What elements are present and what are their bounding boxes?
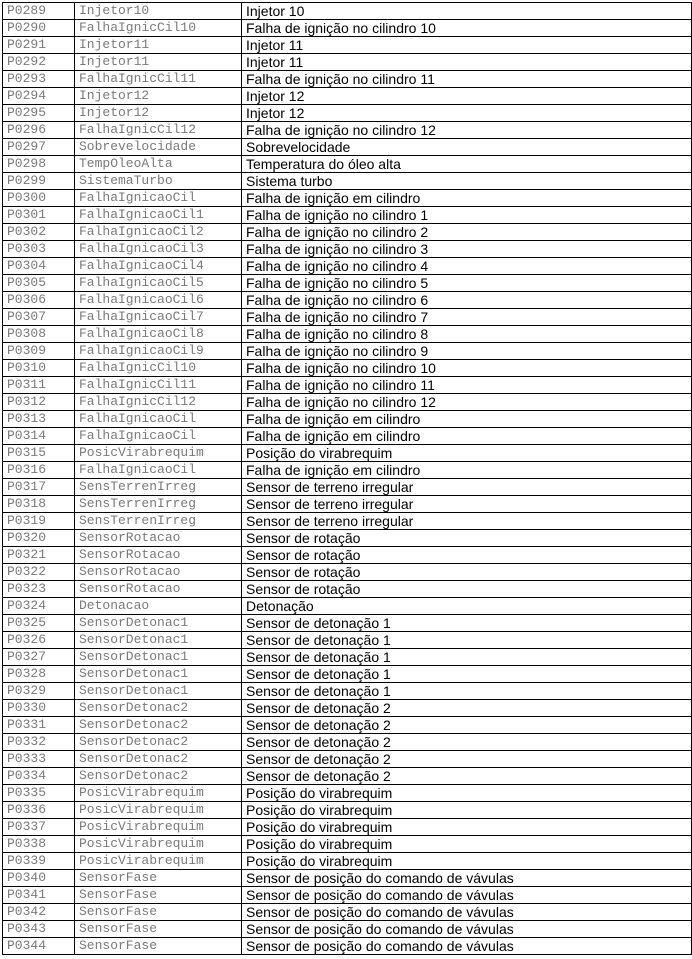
table-row [3, 37, 692, 54]
fault-description: Sensor de detonação 2 [242, 717, 692, 734]
fault-code: P0331 [3, 717, 75, 734]
fault-description: Falha de ignição no cilindro 4 [242, 258, 692, 275]
fault-code: P0337 [3, 819, 75, 836]
fault-identifier: SensorFase [75, 904, 242, 921]
fault-identifier: Injetor12 [75, 88, 242, 105]
fault-code: P0297 [3, 139, 75, 156]
table-row [3, 343, 692, 360]
fault-code: P0292 [3, 54, 75, 71]
fault-code: P0327 [3, 649, 75, 666]
table-row [3, 887, 692, 904]
fault-identifier: FalhaIgnicaoCil7 [75, 309, 242, 326]
fault-description: Detonação [242, 598, 692, 615]
fault-identifier: SensorRotacao [75, 547, 242, 564]
table-row [3, 513, 692, 530]
fault-code: P0308 [3, 326, 75, 343]
table-row [3, 462, 692, 479]
fault-code: P0334 [3, 768, 75, 785]
fault-identifier: FalhaIgnicCil10 [75, 360, 242, 377]
table-row [3, 394, 692, 411]
fault-identifier: SensorDetonac1 [75, 632, 242, 649]
fault-code: P0289 [3, 3, 75, 20]
fault-identifier: PosicVirabrequim [75, 785, 242, 802]
fault-description: Posição do virabrequim [242, 853, 692, 870]
fault-code: P0293 [3, 71, 75, 88]
fault-identifier: SensorDetonac1 [75, 649, 242, 666]
fault-identifier: FalhaIgnicaoCil4 [75, 258, 242, 275]
table-row [3, 20, 692, 37]
fault-code: P0344 [3, 938, 75, 955]
fault-identifier: TempOleoAlta [75, 156, 242, 173]
fault-identifier: Injetor11 [75, 37, 242, 54]
fault-identifier: FalhaIgnicaoCil [75, 411, 242, 428]
fault-description: Falha de ignição no cilindro 3 [242, 241, 692, 258]
fault-identifier: SensorDetonac2 [75, 734, 242, 751]
fault-identifier: Detonacao [75, 598, 242, 615]
fault-description: Sensor de detonação 1 [242, 666, 692, 683]
fault-identifier: SensTerrenIrreg [75, 513, 242, 530]
fault-identifier: SensorDetonac2 [75, 717, 242, 734]
table-row [3, 836, 692, 853]
fault-code: P0299 [3, 173, 75, 190]
fault-identifier: SensorDetonac2 [75, 700, 242, 717]
table-row [3, 853, 692, 870]
table-row [3, 700, 692, 717]
fault-code: P0304 [3, 258, 75, 275]
fault-code: P0290 [3, 20, 75, 37]
fault-identifier: FalhaIgnicaoCil8 [75, 326, 242, 343]
fault-description: Sensor de rotação [242, 547, 692, 564]
fault-identifier: SensorRotacao [75, 564, 242, 581]
fault-description: Sensor de terreno irregular [242, 513, 692, 530]
fault-identifier: FalhaIgnicaoCil [75, 462, 242, 479]
table-row [3, 224, 692, 241]
table-row [3, 105, 692, 122]
fault-identifier: SensorDetonac2 [75, 768, 242, 785]
fault-description: Falha de ignição no cilindro 11 [242, 71, 692, 88]
fault-description: Sensor de detonação 2 [242, 734, 692, 751]
fault-description: Falha de ignição no cilindro 10 [242, 360, 692, 377]
fault-description: Injetor 11 [242, 54, 692, 71]
fault-description: Falha de ignição em cilindro [242, 428, 692, 445]
fault-identifier: FalhaIgnicaoCil3 [75, 241, 242, 258]
fault-code: P0316 [3, 462, 75, 479]
fault-description: Posição do virabrequim [242, 802, 692, 819]
fault-identifier: SensorFase [75, 870, 242, 887]
fault-description: Sensor de posição do comando de vávulas [242, 870, 692, 887]
fault-code: P0309 [3, 343, 75, 360]
fault-description: Injetor 11 [242, 37, 692, 54]
fault-description: Falha de ignição em cilindro [242, 190, 692, 207]
table-row [3, 360, 692, 377]
fault-description: Sensor de rotação [242, 581, 692, 598]
fault-description: Posição do virabrequim [242, 819, 692, 836]
fault-code: P0305 [3, 275, 75, 292]
fault-description: Falha de ignição no cilindro 10 [242, 20, 692, 37]
fault-identifier: FalhaIgnicaoCil2 [75, 224, 242, 241]
fault-identifier: SensTerrenIrreg [75, 496, 242, 513]
table-row [3, 751, 692, 768]
fault-code: P0319 [3, 513, 75, 530]
fault-description: Sensor de posição do comando de vávulas [242, 904, 692, 921]
fault-description: Injetor 12 [242, 105, 692, 122]
fault-description: Sensor de terreno irregular [242, 496, 692, 513]
fault-code: P0318 [3, 496, 75, 513]
table-row [3, 258, 692, 275]
fault-code: P0339 [3, 853, 75, 870]
fault-identifier: Injetor12 [75, 105, 242, 122]
fault-description: Sensor de detonação 1 [242, 649, 692, 666]
table-row [3, 717, 692, 734]
fault-code: P0328 [3, 666, 75, 683]
fault-code: P0310 [3, 360, 75, 377]
fault-description: Falha de ignição no cilindro 5 [242, 275, 692, 292]
fault-description: Falha de ignição no cilindro 11 [242, 377, 692, 394]
fault-code: P0341 [3, 887, 75, 904]
fault-code-rows [3, 3, 692, 955]
fault-identifier: SensorDetonac1 [75, 666, 242, 683]
table-row [3, 768, 692, 785]
table-row [3, 71, 692, 88]
fault-identifier: Sobrevelocidade [75, 139, 242, 156]
fault-description: Sensor de detonação 2 [242, 751, 692, 768]
fault-code: P0329 [3, 683, 75, 700]
fault-code: P0322 [3, 564, 75, 581]
fault-description: Sensor de detonação 2 [242, 768, 692, 785]
fault-description: Sensor de rotação [242, 530, 692, 547]
fault-identifier: FalhaIgnicCil11 [75, 377, 242, 394]
fault-code: P0320 [3, 530, 75, 547]
fault-description: Sensor de posição do comando de vávulas [242, 887, 692, 904]
table-row [3, 428, 692, 445]
table-row [3, 292, 692, 309]
fault-identifier: FalhaIgnicaoCil [75, 428, 242, 445]
table-row [3, 666, 692, 683]
table-row [3, 241, 692, 258]
fault-code: P0321 [3, 547, 75, 564]
fault-code: P0296 [3, 122, 75, 139]
table-row [3, 54, 692, 71]
table-row [3, 632, 692, 649]
fault-description: Sensor de detonação 1 [242, 683, 692, 700]
fault-code: P0295 [3, 105, 75, 122]
fault-identifier: FalhaIgnicaoCil [75, 190, 242, 207]
fault-code: P0336 [3, 802, 75, 819]
table-row [3, 921, 692, 938]
fault-description: Posição do virabrequim [242, 445, 692, 462]
fault-description: Falha de ignição em cilindro [242, 411, 692, 428]
fault-code: P0291 [3, 37, 75, 54]
table-row [3, 309, 692, 326]
fault-description: Sensor de posição do comando de vávulas [242, 938, 692, 955]
fault-code: P0335 [3, 785, 75, 802]
fault-identifier: FalhaIgnicaoCil5 [75, 275, 242, 292]
table-row [3, 598, 692, 615]
fault-description: Sistema turbo [242, 173, 692, 190]
table-row [3, 411, 692, 428]
fault-description: Injetor 10 [242, 3, 692, 20]
table-row [3, 734, 692, 751]
table-row [3, 904, 692, 921]
fault-description: Falha de ignição no cilindro 12 [242, 122, 692, 139]
fault-description: Falha de ignição no cilindro 9 [242, 343, 692, 360]
fault-identifier: FalhaIgnicaoCil1 [75, 207, 242, 224]
fault-code-table [2, 2, 692, 955]
table-row [3, 88, 692, 105]
fault-description: Falha de ignição no cilindro 1 [242, 207, 692, 224]
fault-code: P0303 [3, 241, 75, 258]
fault-identifier: FalhaIgnicCil10 [75, 20, 242, 37]
table-row [3, 615, 692, 632]
fault-identifier: SensorDetonac1 [75, 683, 242, 700]
table-row [3, 581, 692, 598]
fault-code: P0333 [3, 751, 75, 768]
table-row [3, 547, 692, 564]
fault-code: P0307 [3, 309, 75, 326]
fault-description: Temperatura do óleo alta [242, 156, 692, 173]
fault-code: P0325 [3, 615, 75, 632]
table-row [3, 530, 692, 547]
fault-description: Sobrevelocidade [242, 139, 692, 156]
fault-code: P0311 [3, 377, 75, 394]
fault-identifier: PosicVirabrequim [75, 853, 242, 870]
fault-description: Sensor de detonação 1 [242, 632, 692, 649]
fault-code: P0302 [3, 224, 75, 241]
table-row [3, 802, 692, 819]
fault-description: Falha de ignição no cilindro 7 [242, 309, 692, 326]
fault-identifier: SensorRotacao [75, 530, 242, 547]
fault-description: Injetor 12 [242, 88, 692, 105]
fault-code: P0330 [3, 700, 75, 717]
table-row [3, 445, 692, 462]
table-row [3, 173, 692, 190]
table-row [3, 564, 692, 581]
fault-code: P0300 [3, 190, 75, 207]
fault-identifier: SensTerrenIrreg [75, 479, 242, 496]
fault-description: Posição do virabrequim [242, 836, 692, 853]
table-row [3, 785, 692, 802]
fault-identifier: PosicVirabrequim [75, 836, 242, 853]
fault-identifier: Injetor11 [75, 54, 242, 71]
fault-identifier: SensorDetonac2 [75, 751, 242, 768]
fault-code: P0317 [3, 479, 75, 496]
fault-code: P0313 [3, 411, 75, 428]
fault-code: P0301 [3, 207, 75, 224]
table-row [3, 122, 692, 139]
fault-identifier: FalhaIgnicCil12 [75, 122, 242, 139]
fault-description: Falha de ignição no cilindro 2 [242, 224, 692, 241]
fault-code: P0298 [3, 156, 75, 173]
fault-code: P0343 [3, 921, 75, 938]
fault-description: Falha de ignição em cilindro [242, 462, 692, 479]
table-row [3, 139, 692, 156]
fault-description: Falha de ignição no cilindro 12 [242, 394, 692, 411]
fault-code: P0306 [3, 292, 75, 309]
fault-code: P0323 [3, 581, 75, 598]
fault-code: P0314 [3, 428, 75, 445]
fault-identifier: FalhaIgnicCil11 [75, 71, 242, 88]
fault-identifier: SensorDetonac1 [75, 615, 242, 632]
fault-description: Falha de ignição no cilindro 8 [242, 326, 692, 343]
fault-description: Posição do virabrequim [242, 785, 692, 802]
fault-identifier: FalhaIgnicaoCil6 [75, 292, 242, 309]
fault-code: P0324 [3, 598, 75, 615]
fault-code: P0340 [3, 870, 75, 887]
table-row [3, 819, 692, 836]
fault-description: Sensor de detonação 2 [242, 700, 692, 717]
table-row [3, 479, 692, 496]
table-row [3, 683, 692, 700]
fault-identifier: SensorFase [75, 887, 242, 904]
fault-identifier: SensorFase [75, 938, 242, 955]
fault-code: P0315 [3, 445, 75, 462]
table-row [3, 3, 692, 20]
table-row [3, 190, 692, 207]
fault-code: P0326 [3, 632, 75, 649]
fault-identifier: FalhaIgnicaoCil9 [75, 343, 242, 360]
fault-identifier: PosicVirabrequim [75, 802, 242, 819]
fault-code: P0332 [3, 734, 75, 751]
fault-identifier: FalhaIgnicCil12 [75, 394, 242, 411]
fault-identifier: PosicVirabrequim [75, 445, 242, 462]
table-row [3, 326, 692, 343]
fault-code: P0312 [3, 394, 75, 411]
fault-identifier: Injetor10 [75, 3, 242, 20]
table-row [3, 649, 692, 666]
fault-identifier: PosicVirabrequim [75, 819, 242, 836]
fault-code: P0342 [3, 904, 75, 921]
fault-description: Sensor de terreno irregular [242, 479, 692, 496]
fault-code: P0294 [3, 88, 75, 105]
fault-identifier: SistemaTurbo [75, 173, 242, 190]
fault-description: Sensor de rotação [242, 564, 692, 581]
table-row [3, 207, 692, 224]
fault-code: P0338 [3, 836, 75, 853]
fault-identifier: SensorRotacao [75, 581, 242, 598]
table-row [3, 496, 692, 513]
fault-description: Sensor de detonação 1 [242, 615, 692, 632]
fault-description: Sensor de posição do comando de vávulas [242, 921, 692, 938]
table-row [3, 870, 692, 887]
fault-description: Falha de ignição no cilindro 6 [242, 292, 692, 309]
fault-identifier: SensorFase [75, 921, 242, 938]
table-row [3, 156, 692, 173]
table-row [3, 938, 692, 955]
table-row [3, 275, 692, 292]
table-row [3, 377, 692, 394]
